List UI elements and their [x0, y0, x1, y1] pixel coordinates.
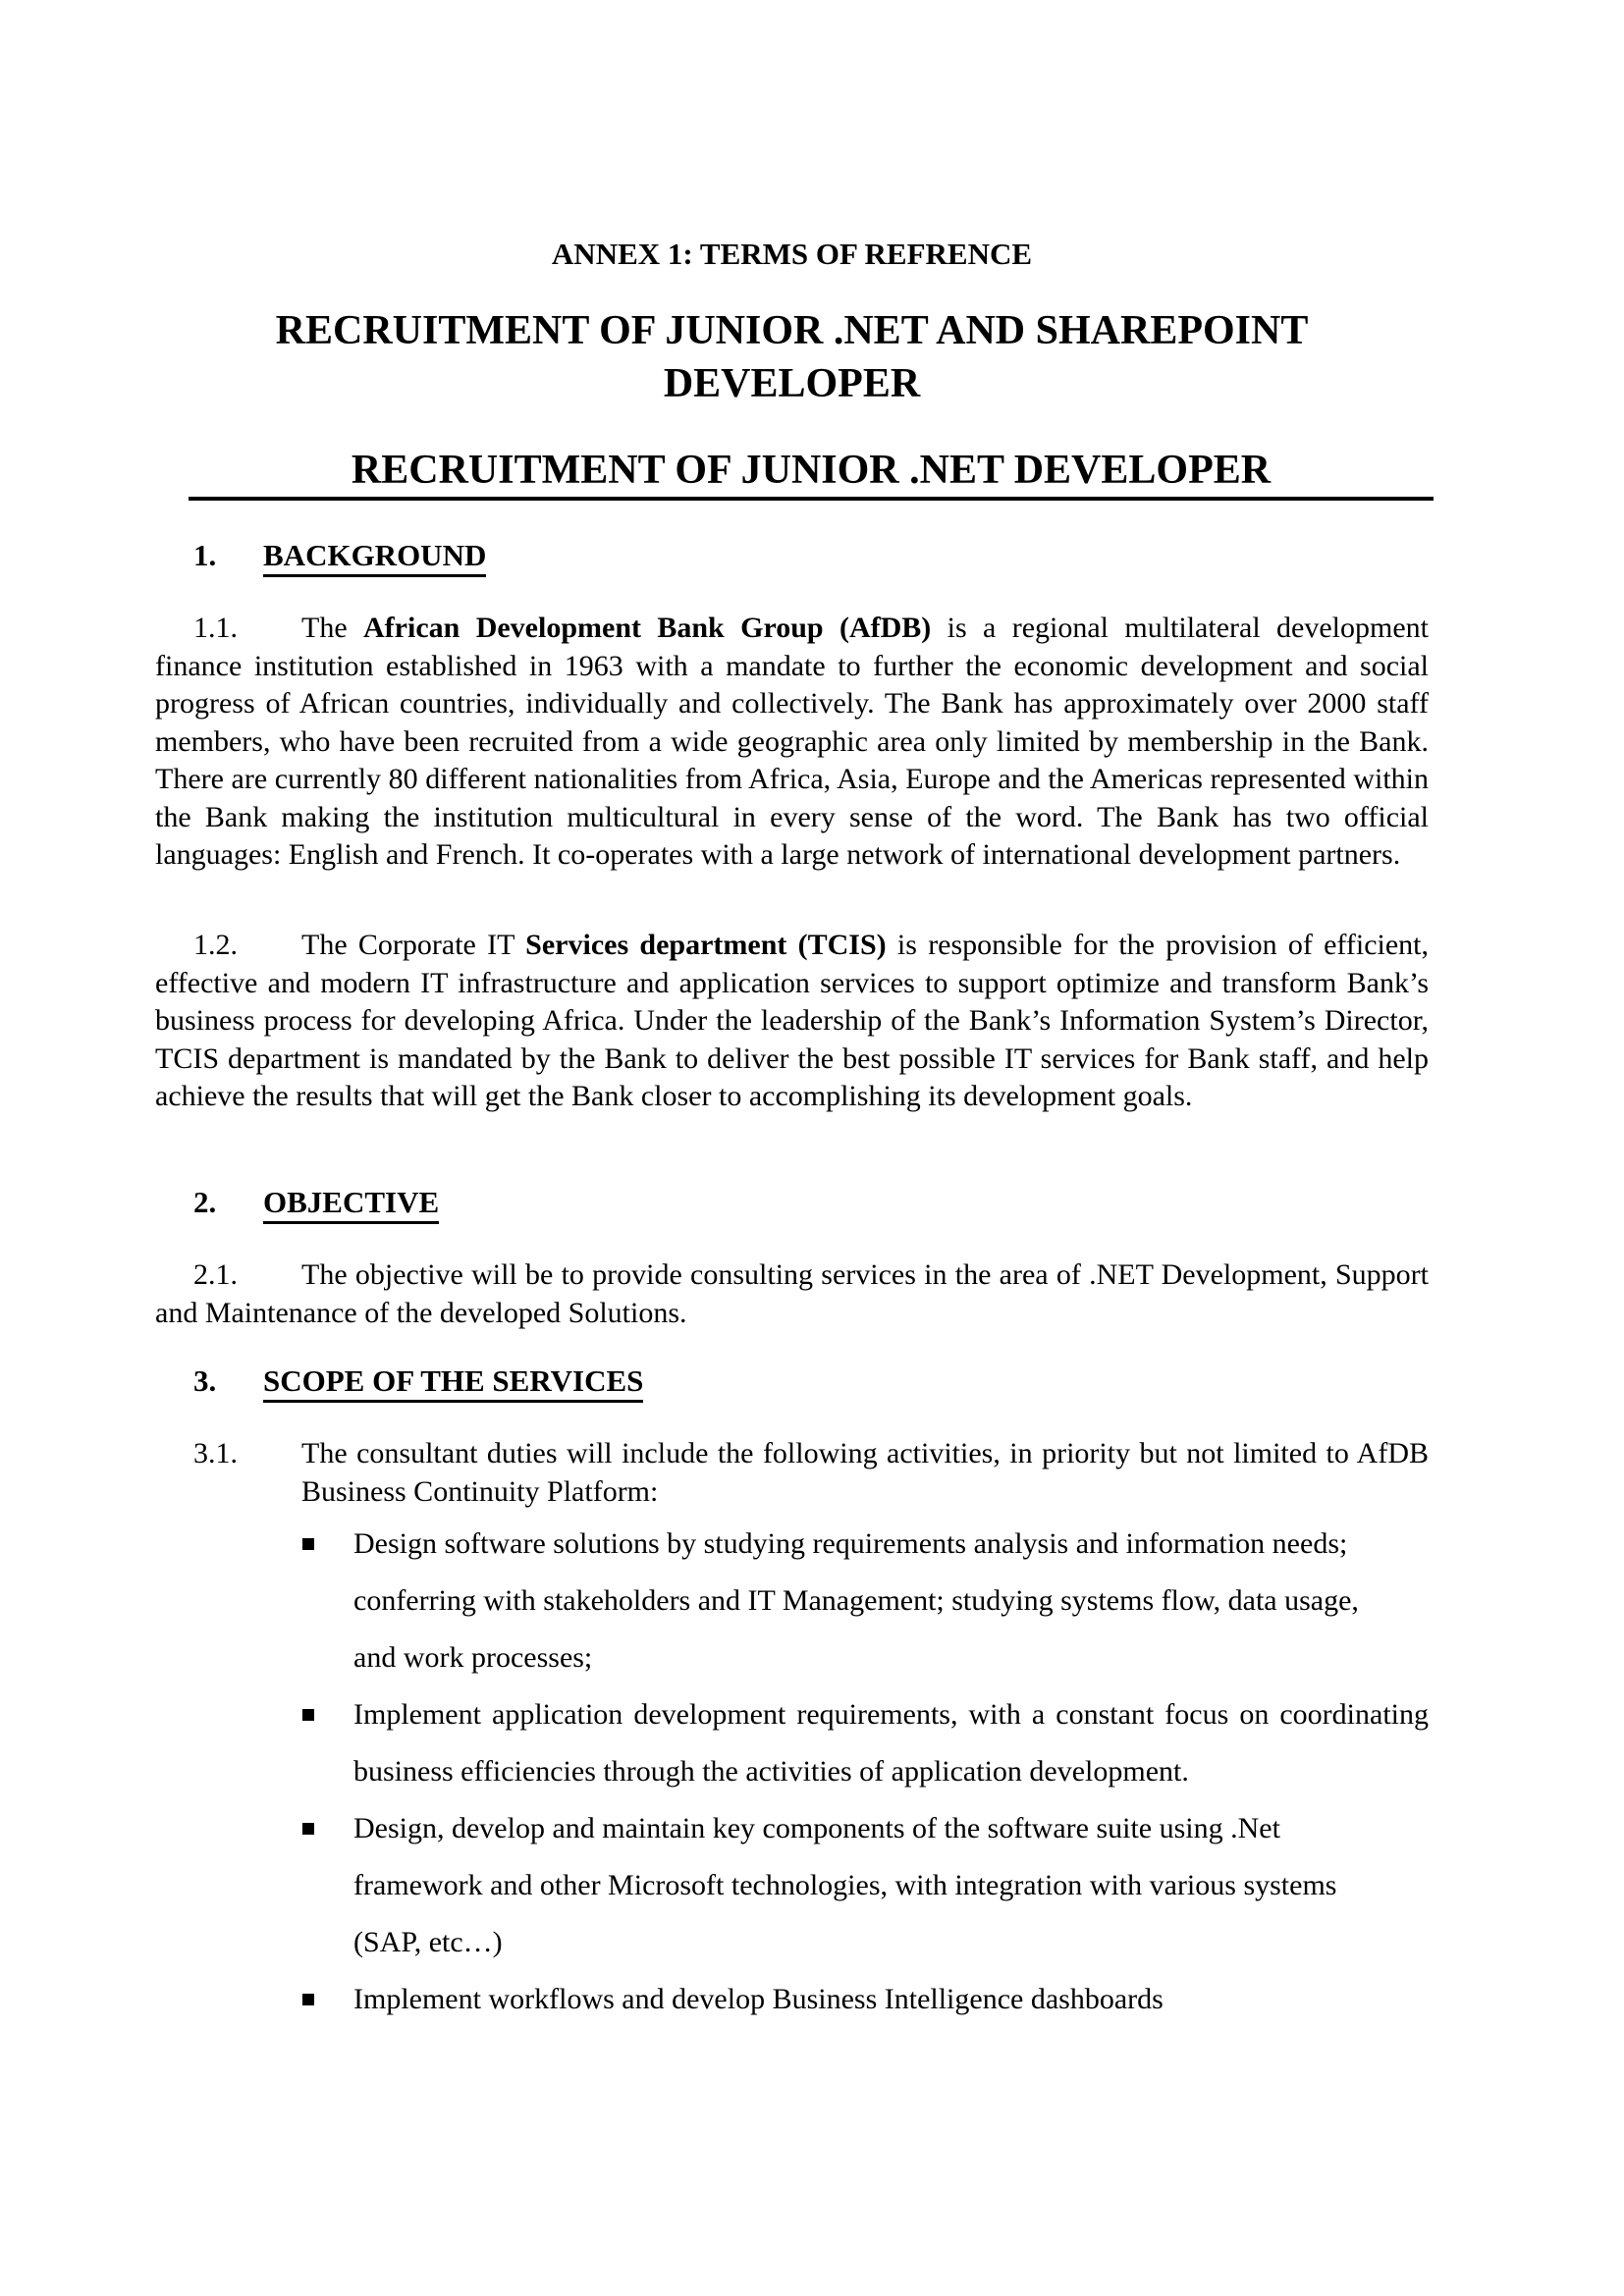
- square-bullet-icon: [302, 1823, 314, 1835]
- paragraph-number: 1.1.: [193, 612, 238, 644]
- paragraph-text-post: is a regional multilateral development finance institution established in 1963 with a mandate to further the economic development and social progress of African countries, individually and collectively. The Bank has approximately over 2000 staff members, who have been recruited from a wide geographic area only limited by membership in the Bank. There are currently 80 different nationalities from Africa, Asia, Europe and the Americas represented within the Bank making the institution multicultural in every sense of the word. The Bank has two official languages: English and French. It co-operates with a large network of international development partners.: [155, 612, 1429, 871]
- document-subtitle: RECRUITMENT OF JUNIOR .NET DEVELOPER: [351, 448, 1272, 493]
- list-item: [353, 1971, 1429, 2028]
- square-bullet-icon: [302, 1994, 314, 2005]
- paragraph-text: The consultant duties will include the following activities, in priority but not limited to AfDB Business Continuity Platform:: [301, 1437, 1429, 1508]
- paragraph-1-1: [155, 610, 1429, 875]
- paragraph-text-post: is responsible for the provision of efficient, effective and modern IT infrastructure and application services to support optimize and transform Bank’s business process for developing Africa. Under the leadership of the Bank’s Information System’s Director, TCIS department is mandated by the Bank to deliver the best possible IT services for Bank staff, and help achieve the results that will get the Bank closer to accomplishing its development goals.: [155, 929, 1430, 1112]
- scope-bullet-list: [353, 1516, 1429, 2028]
- section-heading-scope: [155, 1362, 1467, 1400]
- list-item: [353, 1800, 1429, 1971]
- document-main-title: RECRUITMENT OF JUNIOR .NET AND SHAREPOINT DEVELOPER: [275, 308, 1309, 406]
- paragraph-text-pre: The: [301, 612, 364, 644]
- section-title: BACKGROUND: [263, 538, 486, 577]
- section-number: 3.: [193, 1363, 217, 1398]
- paragraph-1-2: [155, 927, 1429, 1116]
- paragraph-number: 2.1.: [193, 1258, 238, 1291]
- section-number: 1.: [193, 538, 217, 572]
- bullet-text: Design software solutions by studying requirements analysis and information needs; conferring with stakeholders and IT Management; studying systems flow, data usage, and work processes;: [353, 1527, 1359, 1674]
- paragraph-2-1: [155, 1256, 1429, 1332]
- paragraph-text: The objective will be to provide consulting services in the area of .NET Development, Support and Maintenance of the developed Solutions.: [155, 1258, 1429, 1329]
- section-heading-objective: [155, 1184, 1467, 1221]
- paragraph-text-pre: The Corporate IT: [301, 929, 526, 961]
- paragraph-3-1: [193, 1435, 1429, 1511]
- bullet-text: Implement application development requirements, with a constant focus on coordinating business efficiencies through the activities of application development.: [353, 1698, 1429, 1788]
- annex-title: ANNEX 1: TERMS OF REFRENCE: [551, 237, 1033, 271]
- paragraph-number: 3.1.: [193, 1437, 238, 1469]
- paragraph-text-bold: African Development Bank Group (AfDB): [363, 612, 932, 644]
- paragraph-number: 1.2.: [193, 929, 238, 961]
- list-item: [353, 1516, 1429, 1686]
- square-bullet-icon: [302, 1709, 314, 1721]
- section-number: 2.: [193, 1185, 217, 1219]
- bullet-text: Design, develop and maintain key components of the software suite using .Net framework and other Microsoft technologies, with integration with various systems (SAP, etc…): [353, 1812, 1337, 1958]
- list-item: [353, 1686, 1429, 1800]
- bullet-text: Implement workflows and develop Business Intelligence dashboards: [353, 1983, 1164, 2015]
- square-bullet-icon: [302, 1538, 314, 1550]
- section-title: OBJECTIVE: [263, 1185, 439, 1224]
- section-title: SCOPE OF THE SERVICES: [263, 1363, 643, 1403]
- title-divider-rule: [189, 497, 1434, 501]
- paragraph-text-bold: Services department (TCIS): [525, 929, 887, 961]
- section-heading-background: [155, 537, 1467, 574]
